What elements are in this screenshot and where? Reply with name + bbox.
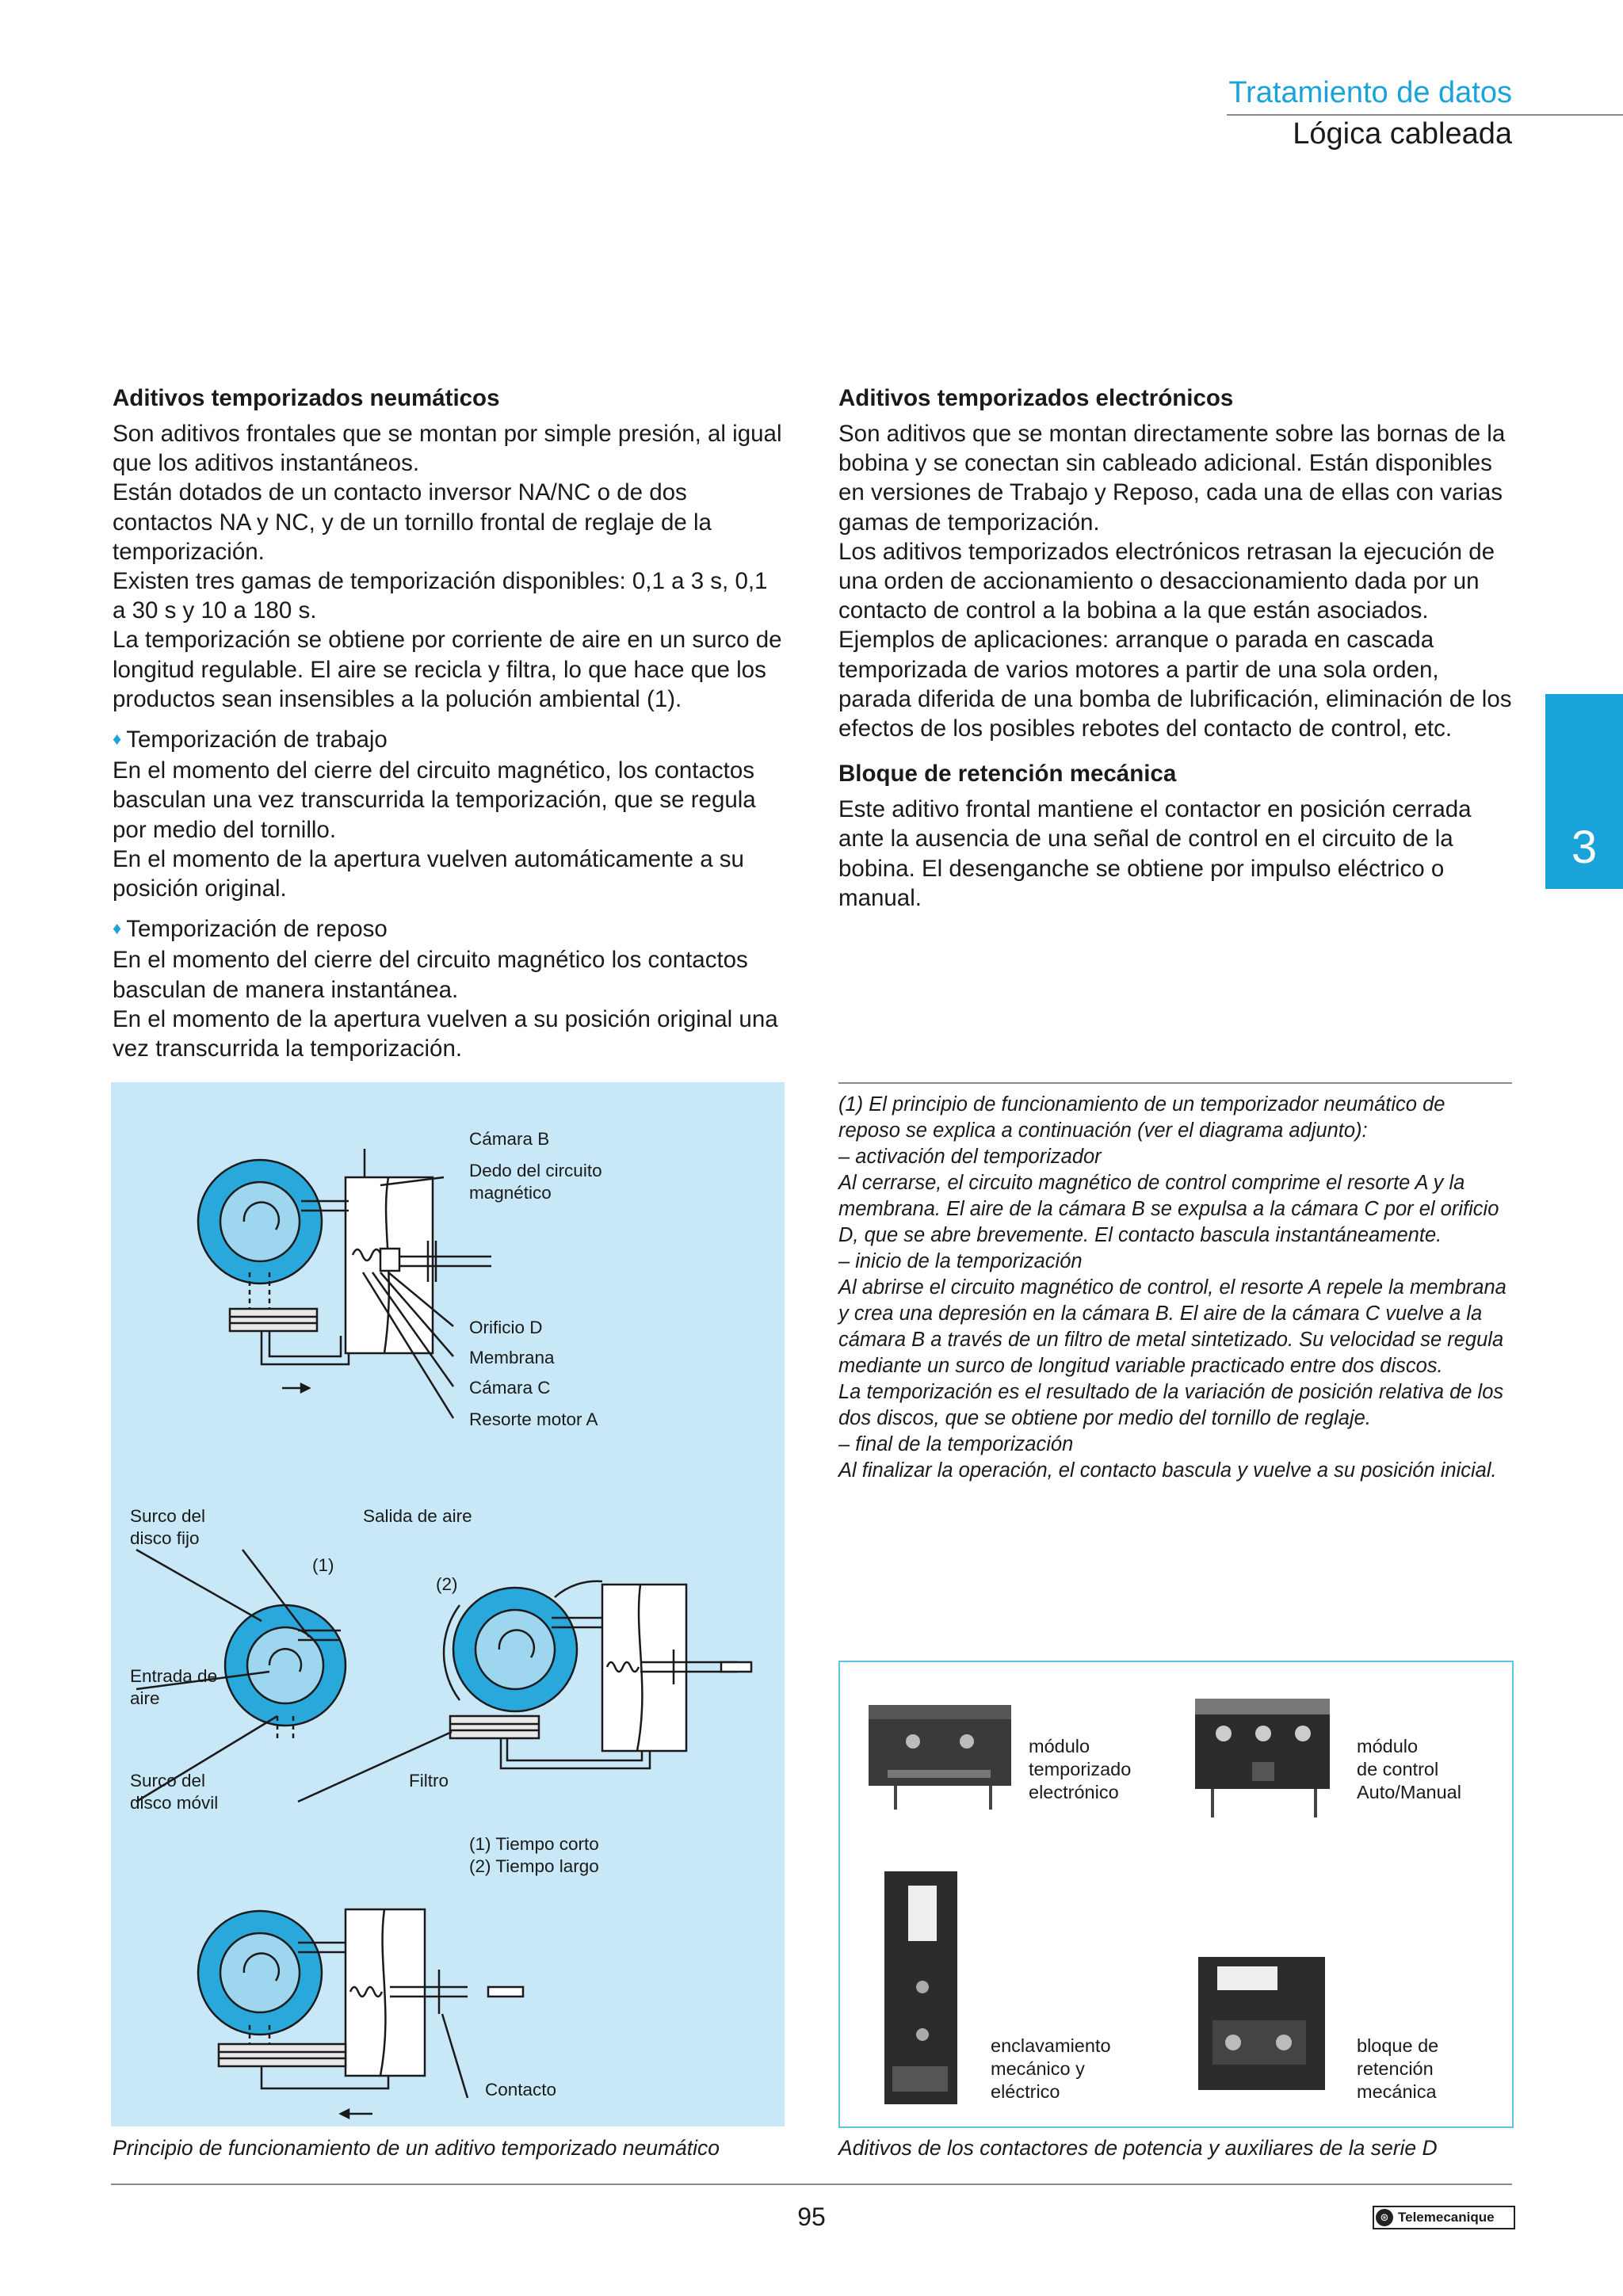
paragraph: En el momento del cierre del circuito magnético, los contactos basculan una vez transcurrida la temporización, que se regula por medio del tornillo. [113,757,756,843]
photo-label-a3: electrónico [1029,1782,1119,1802]
paragraph: En el momento de la apertura vuelven automáticamente a su posición original. [113,845,744,902]
label-camara-c: Cámara C [469,1378,551,1398]
heading-mechanical-block: Bloque de retención mecánica [838,761,1177,788]
right-column [838,383,1512,913]
paragraph: En el momento de la apertura vuelven a su posición original una vez transcurrida la temporización. [113,1005,778,1062]
photo-label-b3: Auto/Manual [1357,1782,1461,1802]
header-divider [1227,114,1623,116]
label-mark-1: (1) [312,1555,334,1575]
left-column [113,383,786,1063]
section-subtitle: Lógica cableada [1293,117,1512,151]
label-mark-2: (2) [436,1574,458,1594]
pneumatic-diagram [111,1082,785,2126]
legend-short-time: (1) Tiempo corto [469,1834,599,1854]
electronic-timer-module-photo [869,1705,1011,1810]
label-surco-movil-2: disco móvil [130,1793,219,1813]
paragraph: Ejemplos de aplicaciones: arranque o parada en cascada temporizada de varios motores a partir de una sola orden, parada diferida de una bomba de lubrificación, eliminación de los efectos de los posibles rebotes del contacto de control, etc. [838,627,1512,742]
label-contacto: Contacto [485,2080,557,2100]
photo-label-b2: de control [1357,1759,1439,1779]
photo-label-c2: mecánico y [991,2058,1085,2079]
label-filtro: Filtro [409,1771,449,1791]
mechanical-electrical-interlock-photo [884,1871,957,2104]
photo-label-a2: temporizado [1029,1759,1132,1779]
label-surco-fijo-1: Surco del [130,1506,206,1526]
label-entrada-1: Entrada de [130,1666,218,1686]
brand-name: Telemecanique [1398,2210,1495,2225]
bullet-title-work: ♦ Temporización de trabajo [113,727,388,753]
photo-label-b1: módulo [1357,1736,1419,1756]
photo-label-c3: eléctrico [991,2081,1060,2102]
label-entrada-2: aire [130,1688,160,1708]
label-dedo-1: Dedo del circuito [469,1161,602,1180]
footer-divider [111,2183,1512,2185]
label-dedo-2: magnético [469,1183,552,1203]
paragraph: Son aditivos que se montan directamente sobre las bornas de la bobina y se conectan sin cableado adicional. Están disponibles en versiones de Trabajo y Reposo, cada una de ellas con varias gamas de temporización. [838,421,1506,536]
photo-label-a1: módulo [1029,1736,1090,1756]
accessories-photo-panel [838,1661,1514,2128]
paragraph: Los aditivos temporizados electrónicos retrasan la ejecución de una orden de accionamiento o desaccionamiento dada por un contacto de control a la bobina a la que están asociados. [838,538,1495,624]
paragraph: Existen tres gamas de temporización disponibles: 0,1 a 3 s, 0,1 a 30 s y 10 a 180 s. [113,568,768,624]
label-membrana: Membrana [469,1348,555,1367]
label-orificio: Orificio D [469,1318,543,1337]
footnote: (1) El principio de funcionamiento de un temporizador neumático de reposo se explica a continuación (ver el diagrama adjunto): – activación del temporizador Al cerrarse, el circuito magnético de control comprime el resorte A y la membrana. El aire de la cámara B se expulsa a la cámara C por el orificio D, que se abre brevemente. El contacto bascula instantáneamente. – inicio de la temporización Al abrirse el circuito magnético de control, el resorte A repele la membrana y crea una depresión en la cámara B. El aire de la cámara C vuelve a la cámara B a través de un filtro de metal sintetizado. Su velocidad se regula mediante un surco de longitud variable practicado entre dos discos. La temporización es el resultado de la variación de posición relativa de los dos discos, que se obtiene por medio del tornillo de reglaje. – final de la temporización Al finalizar la operación, el contacto bascula y vuelve a su posición inicial. [838,1093,1507,1482]
auto-manual-control-module-photo [1195,1699,1330,1817]
photo-label-d2: retención [1357,2058,1434,2079]
brand-logo [1373,2206,1515,2229]
page-number: 95 [797,2203,826,2231]
photo-caption: Aditivos de los contactores de potencia y auxiliares de la serie D [838,2136,1438,2160]
heading-electronic: Aditivos temporizados electrónicos [838,385,1234,411]
paragraph: La temporización se obtiene por corriente de aire en un surco de longitud regulable. El aire se recicla y filtra, lo que hace que los productos sean insensibles a la polución ambiental (1). [113,627,782,712]
label-surco-fijo-2: disco fijo [130,1528,200,1548]
paragraph: En el momento del cierre del circuito magnético los contactos basculan de manera instantánea. [113,947,748,1003]
mechanical-latch-block-photo [1198,1957,1325,2090]
heading-pneumatic: Aditivos temporizados neumáticos [113,385,500,411]
diamond-bullet-icon: ♦ [113,729,122,749]
paragraph: Están dotados de un contacto inversor NA/NC o de dos contactos NA y NC, y de un tornillo frontal de reglaje de la temporización. [113,479,712,565]
label-camara-b: Cámara B [469,1129,550,1149]
diagram-drawing [111,1082,785,2126]
label-salida-aire: Salida de aire [363,1506,472,1526]
chapter-tab [1545,694,1623,889]
photo-label-d1: bloque de [1357,2035,1439,2056]
chapter-number: 3 [1571,822,1598,873]
label-surco-movil-1: Surco del [130,1771,206,1791]
paragraph: Son aditivos frontales que se montan por simple presión, al igual que los aditivos instantáneos. [113,421,782,477]
note-divider [838,1082,1512,1084]
photo-label-d3: mecánica [1357,2081,1437,2102]
section-title: Tratamiento de datos [1228,76,1512,109]
paragraph: Este aditivo frontal mantiene el contactor en posición cerrada ante la ausencia de una señal de control en el circuito de la bobina. El desenganche se obtiene por impulso eléctrico o manual. [838,796,1472,911]
bullet-title-rest: ♦ Temporización de reposo [113,916,388,943]
diamond-bullet-icon: ♦ [113,918,122,939]
photo-label-c1: enclavamiento [991,2035,1111,2056]
diagram-caption: Principio de funcionamiento de un aditivo temporizado neumático [113,2136,720,2160]
brand-mark-icon: ⊛ [1376,2209,1393,2226]
legend-long-time: (2) Tiempo largo [469,1856,599,1876]
label-resorte: Resorte motor A [469,1409,598,1429]
